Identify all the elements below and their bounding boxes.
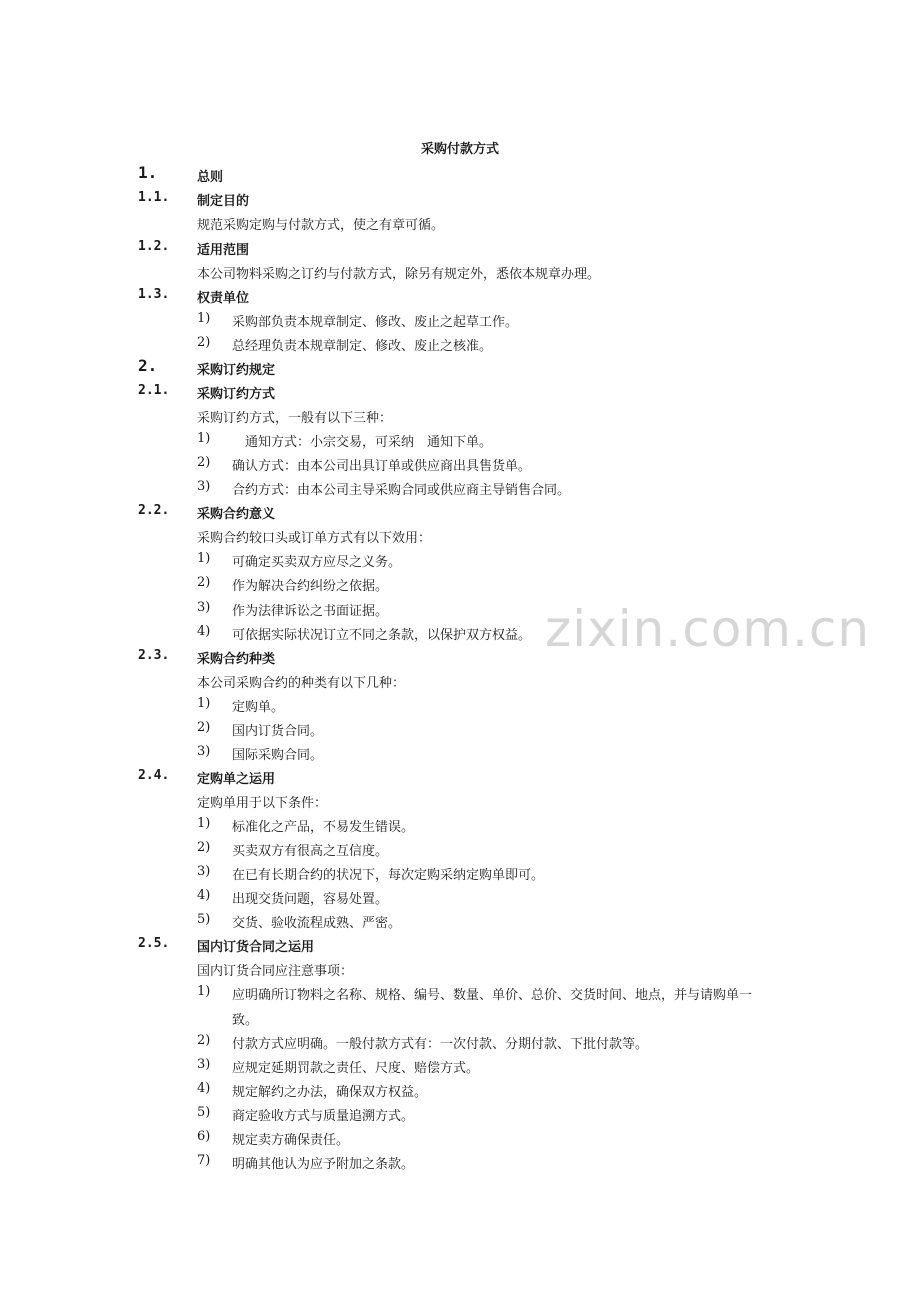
list-item-text: 总经理负责本规章制定、修改、废止之核准。	[232, 339, 493, 354]
list-item-number: 2)	[197, 455, 211, 470]
list-item-text: 国际采购合同。	[232, 748, 324, 763]
paragraph-text: 本公司采购合约的种类有以下几种：	[197, 676, 406, 691]
list-item-number: 6)	[197, 1129, 211, 1144]
heading-text: 采购订约方式	[197, 387, 276, 402]
list-item-text: 致。	[232, 1013, 259, 1028]
list-item-number: 1)	[197, 551, 211, 566]
list-item-number: 1)	[197, 984, 211, 999]
heading-number: 2.1.	[138, 383, 170, 398]
paragraph-text: 国内订货合同应注意事项：	[197, 964, 354, 979]
heading-number: 2.3.	[138, 648, 170, 663]
heading-number: 2.	[138, 356, 158, 375]
heading-text: 采购合约种类	[197, 652, 276, 667]
list-item-number: 3)	[197, 864, 211, 879]
heading-text: 总则	[197, 170, 224, 185]
paragraph-text: 规范采购定购与付款方式，使之有章可循。	[197, 218, 445, 233]
list-item-number: 2)	[197, 575, 211, 590]
list-item-number: 4)	[197, 624, 211, 639]
list-item-number: 1)	[197, 696, 211, 711]
list-item-text: 规定解约之办法，确保双方权益。	[232, 1085, 428, 1100]
list-item-text: 通知方式：小宗交易，可采纳 通知下单。	[232, 435, 493, 450]
list-item-number: 1)	[197, 431, 211, 446]
list-item-number: 3)	[197, 744, 211, 759]
list-item-text: 合约方式：由本公司主导采购合同或供应商主导销售合同。	[232, 483, 571, 498]
paragraph-text: 采购合约较口头或订单方式有以下效用：	[197, 531, 432, 546]
list-item-text: 作为法律诉讼之书面证据。	[232, 604, 389, 619]
heading-number: 1.	[138, 163, 158, 182]
list-item-number: 4)	[197, 1081, 211, 1096]
list-item-number: 3)	[197, 479, 211, 494]
list-item-text: 国内订货合同。	[232, 724, 324, 739]
list-item-number: 7)	[197, 1153, 211, 1168]
watermark: zixin.com.cn	[545, 600, 871, 658]
list-item-text: 商定验收方式与质量追溯方式。	[232, 1109, 415, 1124]
list-item-number: 1)	[197, 311, 211, 326]
list-item-text: 在已有长期合约的状况下，每次定购采纳定购单即可。	[232, 868, 545, 883]
heading-text: 采购合约意义	[197, 507, 276, 522]
list-item-number: 3)	[197, 1057, 211, 1072]
heading-text: 权责单位	[197, 291, 250, 306]
list-item-text: 应规定延期罚款之责任、尺度、赔偿方式。	[232, 1061, 480, 1076]
list-item-number: 2)	[197, 840, 211, 855]
list-item-text: 作为解决合约纠纷之依据。	[232, 579, 389, 594]
list-item-number: 2)	[197, 335, 211, 350]
list-item-text: 交货、验收流程成熟、严密。	[232, 916, 402, 931]
list-item-text: 规定卖方确保责任。	[232, 1133, 350, 1148]
heading-number: 1.2.	[138, 239, 170, 254]
list-item-text: 确认方式：由本公司出具订单或供应商出具售货单。	[232, 459, 532, 474]
list-item-number: 4)	[197, 888, 211, 903]
paragraph-text: 本公司物料采购之订约与付款方式，除另有规定外，悉依本规章办理。	[197, 267, 601, 282]
heading-text: 采购订约规定	[197, 363, 276, 378]
list-item-text: 出现交货问题，容易处置。	[232, 892, 389, 907]
list-item-number: 1)	[197, 816, 211, 831]
list-item-number: 3)	[197, 600, 211, 615]
heading-text: 制定目的	[197, 194, 250, 209]
heading-number: 1.1.	[138, 190, 170, 205]
list-item-text: 采购部负责本规章制定、修改、废止之起草工作。	[232, 315, 519, 330]
heading-number: 1.3.	[138, 287, 170, 302]
list-item-text: 付款方式应明确。一般付款方式有：一次付款、分期付款、下批付款等。	[232, 1037, 649, 1052]
list-item-text: 买卖双方有很高之互信度。	[232, 844, 389, 859]
list-item-text: 可依据实际状况订立不同之条款，以保护双方权益。	[232, 628, 532, 643]
list-item-text: 标准化之产品，不易发生错误。	[232, 820, 415, 835]
heading-text: 定购单之运用	[197, 772, 276, 787]
list-item-number: 2)	[197, 1033, 211, 1048]
list-item-text: 应明确所订物料之名称、规格、编号、数量、单价、总价、交货时间、地点，并与请购单一	[232, 988, 753, 1003]
document-title: 采购付款方式	[420, 142, 499, 157]
paragraph-text: 定购单用于以下条件：	[197, 796, 328, 811]
list-item-number: 5)	[197, 1105, 211, 1120]
heading-number: 2.2.	[138, 503, 170, 518]
list-item-text: 定购单。	[232, 700, 285, 715]
list-item-number: 2)	[197, 720, 211, 735]
paragraph-text: 采购订约方式，一般有以下三种：	[197, 411, 393, 426]
list-item-text: 明确其他认为应予附加之条款。	[232, 1157, 415, 1172]
heading-text: 适用范围	[197, 243, 250, 258]
heading-text: 国内订货合同之运用	[197, 940, 315, 955]
list-item-number: 5)	[197, 912, 211, 927]
heading-number: 2.5.	[138, 936, 170, 951]
heading-number: 2.4.	[138, 768, 170, 783]
list-item-text: 可确定买卖双方应尽之义务。	[232, 555, 402, 570]
